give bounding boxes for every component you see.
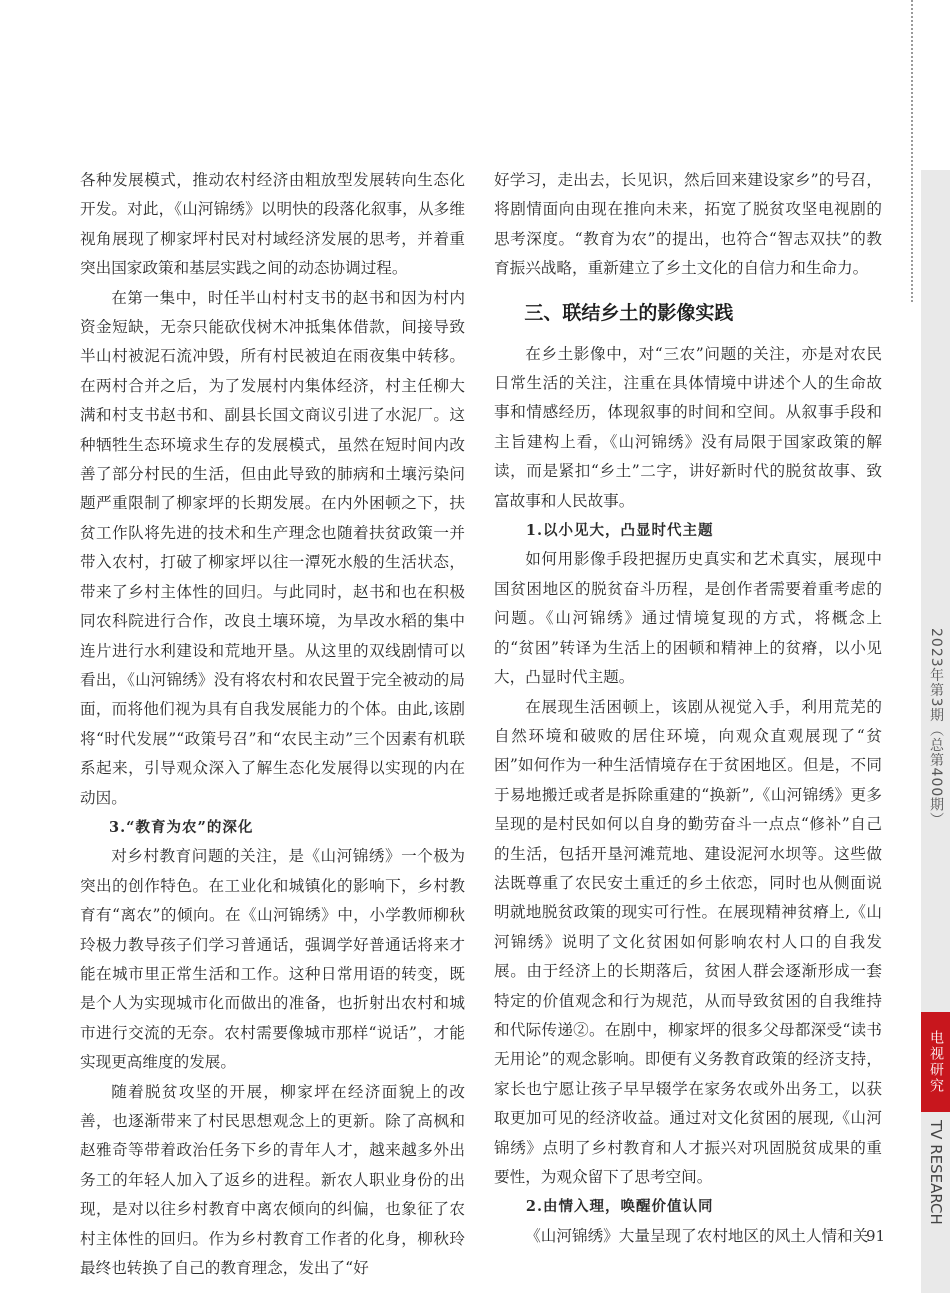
left-column	[80, 166, 465, 1283]
paragraph: 好学习，走出去，长见识，然后回来建设家乡”的号召，将剧情面向由现在推向未来，拓宽了脱贫攻坚电视剧的思考深度。“教育为农”的提出，也符合“智志双扶”的教育振兴战略，重新建立了乡土文化的自信力和生命力。	[494, 171, 882, 278]
margin-dotted-line	[911, 0, 913, 302]
paragraph: 在展现生活困顿上，该剧从视觉入手，利用荒芜的自然环境和破败的居住环境，向观众直观展现了“贫困”如何作为一种生活情境存在于贫困地区。但是，不同于易地搬迁或者是拆除重建的“换新”,《山河锦绣》更多呈现的是村民如何以自身的勤劳奋斗一点点“修补”自己的生活，包括开垦河滩荒地、建设泥河水坝等。这些做法既尊重了农民安土重迁的乡土依恋，同时也从侧面说明就地脱贫政策的现实可行性。在展现精神贫瘠上,《山河锦绣》说明了文化贫困如何影响农村人口的自我发展。由于经济上的长期落后，贫困人群会逐渐形成一套特定的价值观念和行为规范，从而导致贫困的自我维持和代际传递②。在剧中，柳家坪的很多父母都深受“读书无用论”的观念影响。即便有义务教育政策的经济支持，家长也宁愿让孩子早早辍学在家务农或外出务工，以获取更加可见的经济收益。通过对文化贫困的展现,《山河锦绣》点明了乡村教育和人才振兴对巩固脱贫成果的重要性，为观众留下了思考空间。	[494, 697, 882, 1186]
paragraph: 各种发展模式，推动农村经济由粗放型发展转向生态化开发。对此，《山河锦绣》以明快的段落化叙事，从多维视角展现了柳家坪村民对村域经济发展的思考，并着重突出国家政策和基层实践之间的动态协调过程。	[80, 171, 465, 278]
paragraph: 《山河锦绣》大量呈现了农村地区的风土人情和关	[525, 1226, 869, 1245]
subsection-heading: 3.“教育为农”的深化	[109, 818, 254, 836]
subsection-heading: 1.以小见大，凸显时代主题	[525, 522, 714, 540]
paragraph: 对乡村教育问题的关注，是《山河锦绣》一个极为突出的创作特色。在工业化和城镇化的影响下，乡村教育有“离农”的倾向。在《山河锦绣》中，小学教师柳秋玲极力教导孩子们学习普通话，强调学好普通话将来才能在城市里正常生活和工作。这种日常用语的转变，既是个人为实现城市化而做出的准备，也折射出农村和城市进行交流的无奈。农村需要像城市那样“说话”，才能实现更高维度的发展。	[80, 847, 465, 1072]
section-tag: 电视研究	[921, 1012, 950, 1112]
subsection-heading: 2.由情入理，唤醒价值认同	[525, 1198, 714, 1216]
page-number: 91	[866, 1227, 886, 1245]
paragraph: 如何用影像手段把握历史真实和艺术真实，展现中国贫困地区的脱贫奋斗历程，是创作者需要着重考虑的问题。《山河锦绣》通过情境复现的方式，将概念上的“贫困”转译为生活上的困顿和精神上的贫瘠，以小见大，凸显时代主题。	[494, 550, 882, 687]
journal-name-english: TV RESEARCH	[927, 1120, 945, 1225]
issue-label: 2023年第3期（总第400期）	[928, 628, 944, 828]
section-heading: 三、联结乡土的影像实践	[524, 301, 734, 324]
right-column	[494, 166, 882, 1251]
paragraph: 在乡土影像中，对“三农”问题的关注，亦是对农民日常生活的关注，注重在具体情境中讲述个人的生命故事和情感经历，体现叙事的时间和空间。从叙事手段和主旨建构上看，《山河锦绣》没有局限于国家政策的解读，而是紧扣“乡土”二字，讲好新时代的脱贫故事、致富故事和人民故事。	[494, 344, 882, 510]
paragraph: 在第一集中，时任半山村村支书的赵书和因为村内资金短缺，无奈只能砍伐树木冲抵集体借款，间接导致半山村被泥石流冲毁，所有村民被迫在雨夜集中转移。在两村合并之后，为了发展村内集体经济，村主任柳大满和村支书赵书和、副县长国文商议引进了水泥厂。这种牺牲生态环境求生存的发展模式，虽然在短时间内改善了部分村民的生活，但由此导致的肺病和土壤污染问题严重限制了柳家坪的长期发展。在内外困顿之下，扶贫工作队将先进的技术和生产理念也随着扶贫政策一并带入农村，打破了柳家坪以往一潭死水般的生活状态，带来了乡村主体性的回归。与此同时，赵书和也在积极同农科院进行合作，改良土壤环境，为旱改水稻的集中连片进行水利建设和荒地开垦。从这里的双线剧情可以看出，《山河锦绣》没有将农村和农民置于完全被动的局面，而将他们视为具有自我发展能力的个体。由此,该剧将“时代发展”“政策号召”和“农民主动”三个因素有机联系起来，引导观众深入了解生态化发展得以实现的内在动因。	[80, 288, 465, 807]
paragraph: 随着脱贫攻坚的开展，柳家坪在经济面貌上的改善，也逐渐带来了村民思想观念上的更新。除了高枫和赵雅奇等带着政治任务下乡的青年人才，越来越多外出务工的年轻人加入了返乡的进程。新农人职业身份的出现，是对以往乡村教育中离农倾向的纠偏，也象征了农村主体性的回归。作为乡村教育工作者的化身，柳秋玲最终也转换了自己的教育理念，发出了“好	[80, 1082, 465, 1278]
